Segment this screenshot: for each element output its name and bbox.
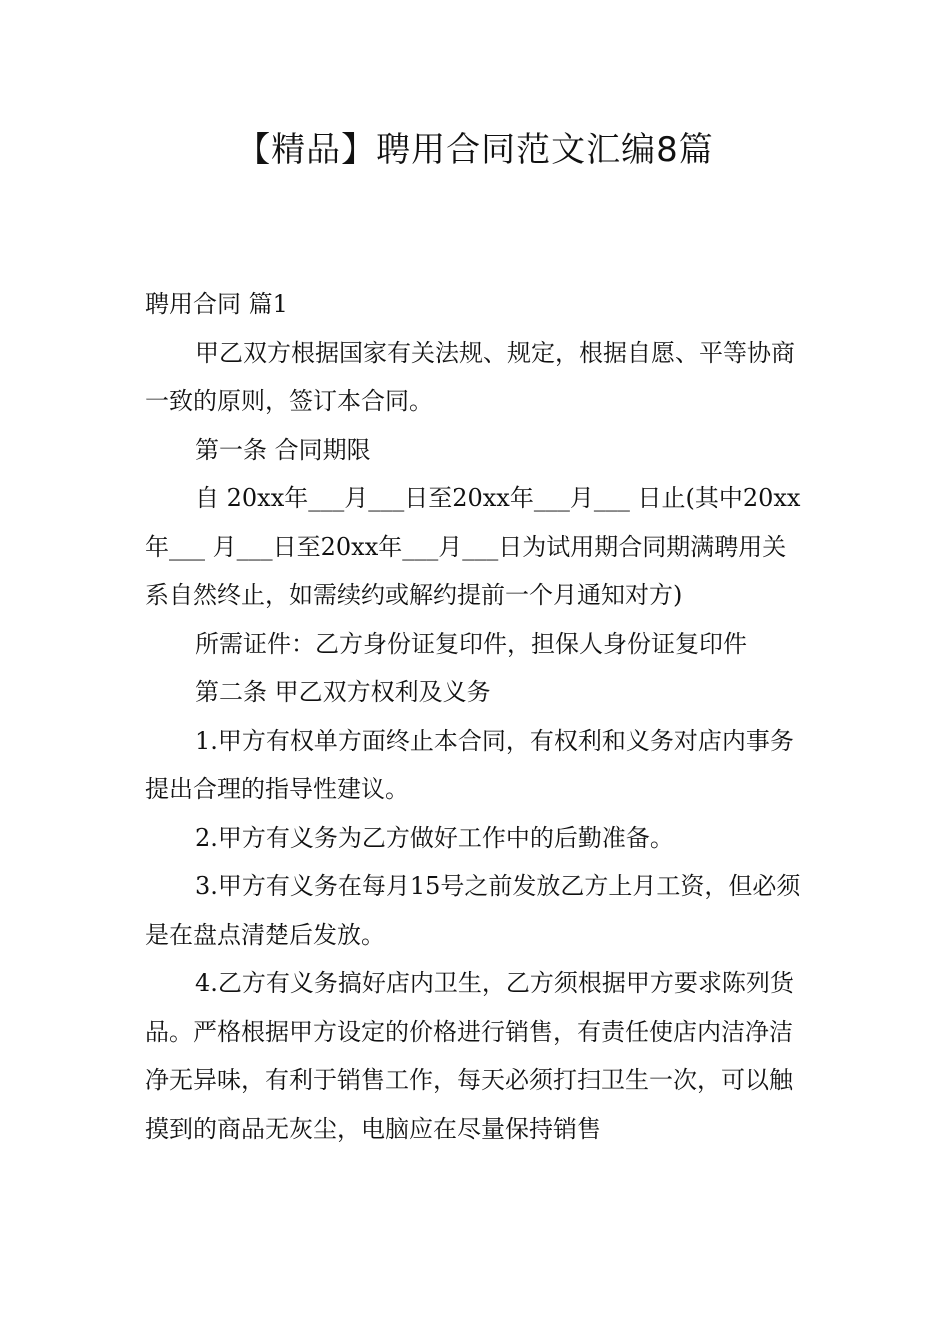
paragraph-required-documents: 所需证件：乙方身份证复印件，担保人身份证复印件 <box>195 629 747 658</box>
document-title: 【精品】聘用合同范文汇编8篇 <box>236 130 714 170</box>
paragraph-contract-term: 自 20xx年___月___日至20xx年___月___ 日止(其中20xx年___ 月___日至20xx年___月___日为试用期合同期满聘用关系自然终止，如需续约或解约提前一个月通知对方) <box>145 484 801 609</box>
section-heading: 聘用合同 篇1 <box>145 290 288 318</box>
paragraph-intro: 甲乙双方根据国家有关法规、规定，根据自愿、平等协商一致的原则，签订本合同。 <box>145 338 795 415</box>
article-1-heading: 第一条 合同期限 <box>195 435 371 464</box>
clause-3: 3.甲方有义务在每月15号之前发放乙方上月工资，但必须是在盘点清楚后发放。 <box>145 872 801 949</box>
clause-1: 1.甲方有权单方面终止本合同，有权利和义务对店内事务提出合理的指导性建议。 <box>145 726 794 803</box>
document-body <box>145 280 810 1153</box>
article-2-heading: 第二条 甲乙双方权利及义务 <box>195 678 491 706</box>
clause-2: 2.甲方有义务为乙方做好工作中的后勤准备。 <box>195 823 674 852</box>
clause-4: 4.乙方有义务搞好店内卫生，乙方须根据甲方要求陈列货品。严格根据甲方设定的价格进行销售，有责任使店内洁净洁净无异味，有利于销售工作，每天必须打扫卫生一次，可以触摸到的商品无灰尘，电脑应在尽量保持销售 <box>145 969 794 1143</box>
